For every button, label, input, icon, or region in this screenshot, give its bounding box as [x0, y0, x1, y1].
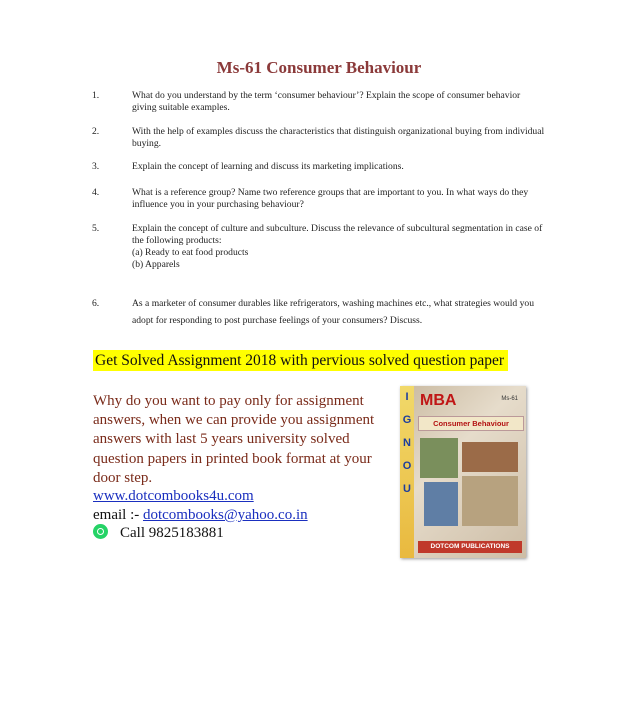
book-subject: Consumer Behaviour	[418, 416, 524, 431]
spine-letter: O	[402, 460, 412, 472]
question-text: Explain the concept of learning and discuss its marketing implications.	[132, 161, 404, 172]
question-text: What do you understand by the term ‘consumer behaviour’? Explain the scope of consumer behavior giving suitable examples.	[132, 90, 521, 113]
question-text: As a marketer of consumer durables like refrigerators, washing machines etc., what strategies would you adopt for responding to post purchase feelings of your consumers? Discuss.	[132, 298, 535, 326]
question-number: 5.	[92, 223, 100, 234]
book-brand: MBA	[420, 392, 457, 409]
spine-letter: U	[403, 483, 411, 495]
photo-tile	[462, 476, 518, 526]
promo-banner: Get Solved Assignment 2018 with pervious solved question paper	[93, 350, 508, 371]
book-publisher: DOTCOM PUBLICATIONS	[418, 541, 522, 553]
question-subitem-a: (a) Ready to eat food products	[132, 247, 249, 258]
spine-letter: I	[405, 391, 409, 403]
photo-tile	[424, 482, 458, 526]
page-title: Ms-61 Consumer Behaviour	[216, 58, 422, 77]
question-number: 4.	[92, 187, 100, 198]
book-photo-collage	[420, 438, 520, 530]
email-label: email :-	[93, 507, 143, 523]
book-spine-strip	[400, 386, 414, 558]
email-link[interactable]: dotcombooks@yahoo.co.in	[142, 507, 308, 523]
spine-letter: N	[403, 437, 411, 449]
call-line	[93, 524, 224, 543]
whatsapp-icon	[93, 524, 108, 539]
question-number: 2.	[92, 126, 100, 137]
question-subitem-b: (b) Apparels	[132, 259, 180, 270]
question-number: 1.	[92, 90, 100, 101]
photo-tile	[462, 442, 518, 472]
website-link[interactable]: www.dotcombooks4u.com	[93, 488, 254, 504]
photo-tile	[420, 438, 458, 478]
book-cover-image	[400, 386, 526, 558]
email-line	[93, 506, 308, 525]
promo-text: Why do you want to pay only for assignment answers, when we can provide you assignment answers with last 5 years university solved question papers in printed book format at your door step.	[93, 393, 375, 486]
question-text: With the help of examples discuss the characteristics that distinguish organizational buying from individual buying.	[132, 126, 545, 149]
book-code: Ms-61	[501, 396, 518, 402]
spine-letter: G	[402, 414, 412, 426]
call-number: Call 9825183881	[120, 525, 224, 541]
question-number: 6.	[92, 298, 100, 309]
question-text: What is a reference group? Name two reference groups that are important to you. In what ways do they influence you in your purchasing behaviour?	[132, 187, 529, 210]
question-text: Explain the concept of culture and subculture. Discuss the relevance of subcultural segmentation in case of the following products:	[132, 223, 543, 246]
question-number: 3.	[92, 161, 100, 172]
